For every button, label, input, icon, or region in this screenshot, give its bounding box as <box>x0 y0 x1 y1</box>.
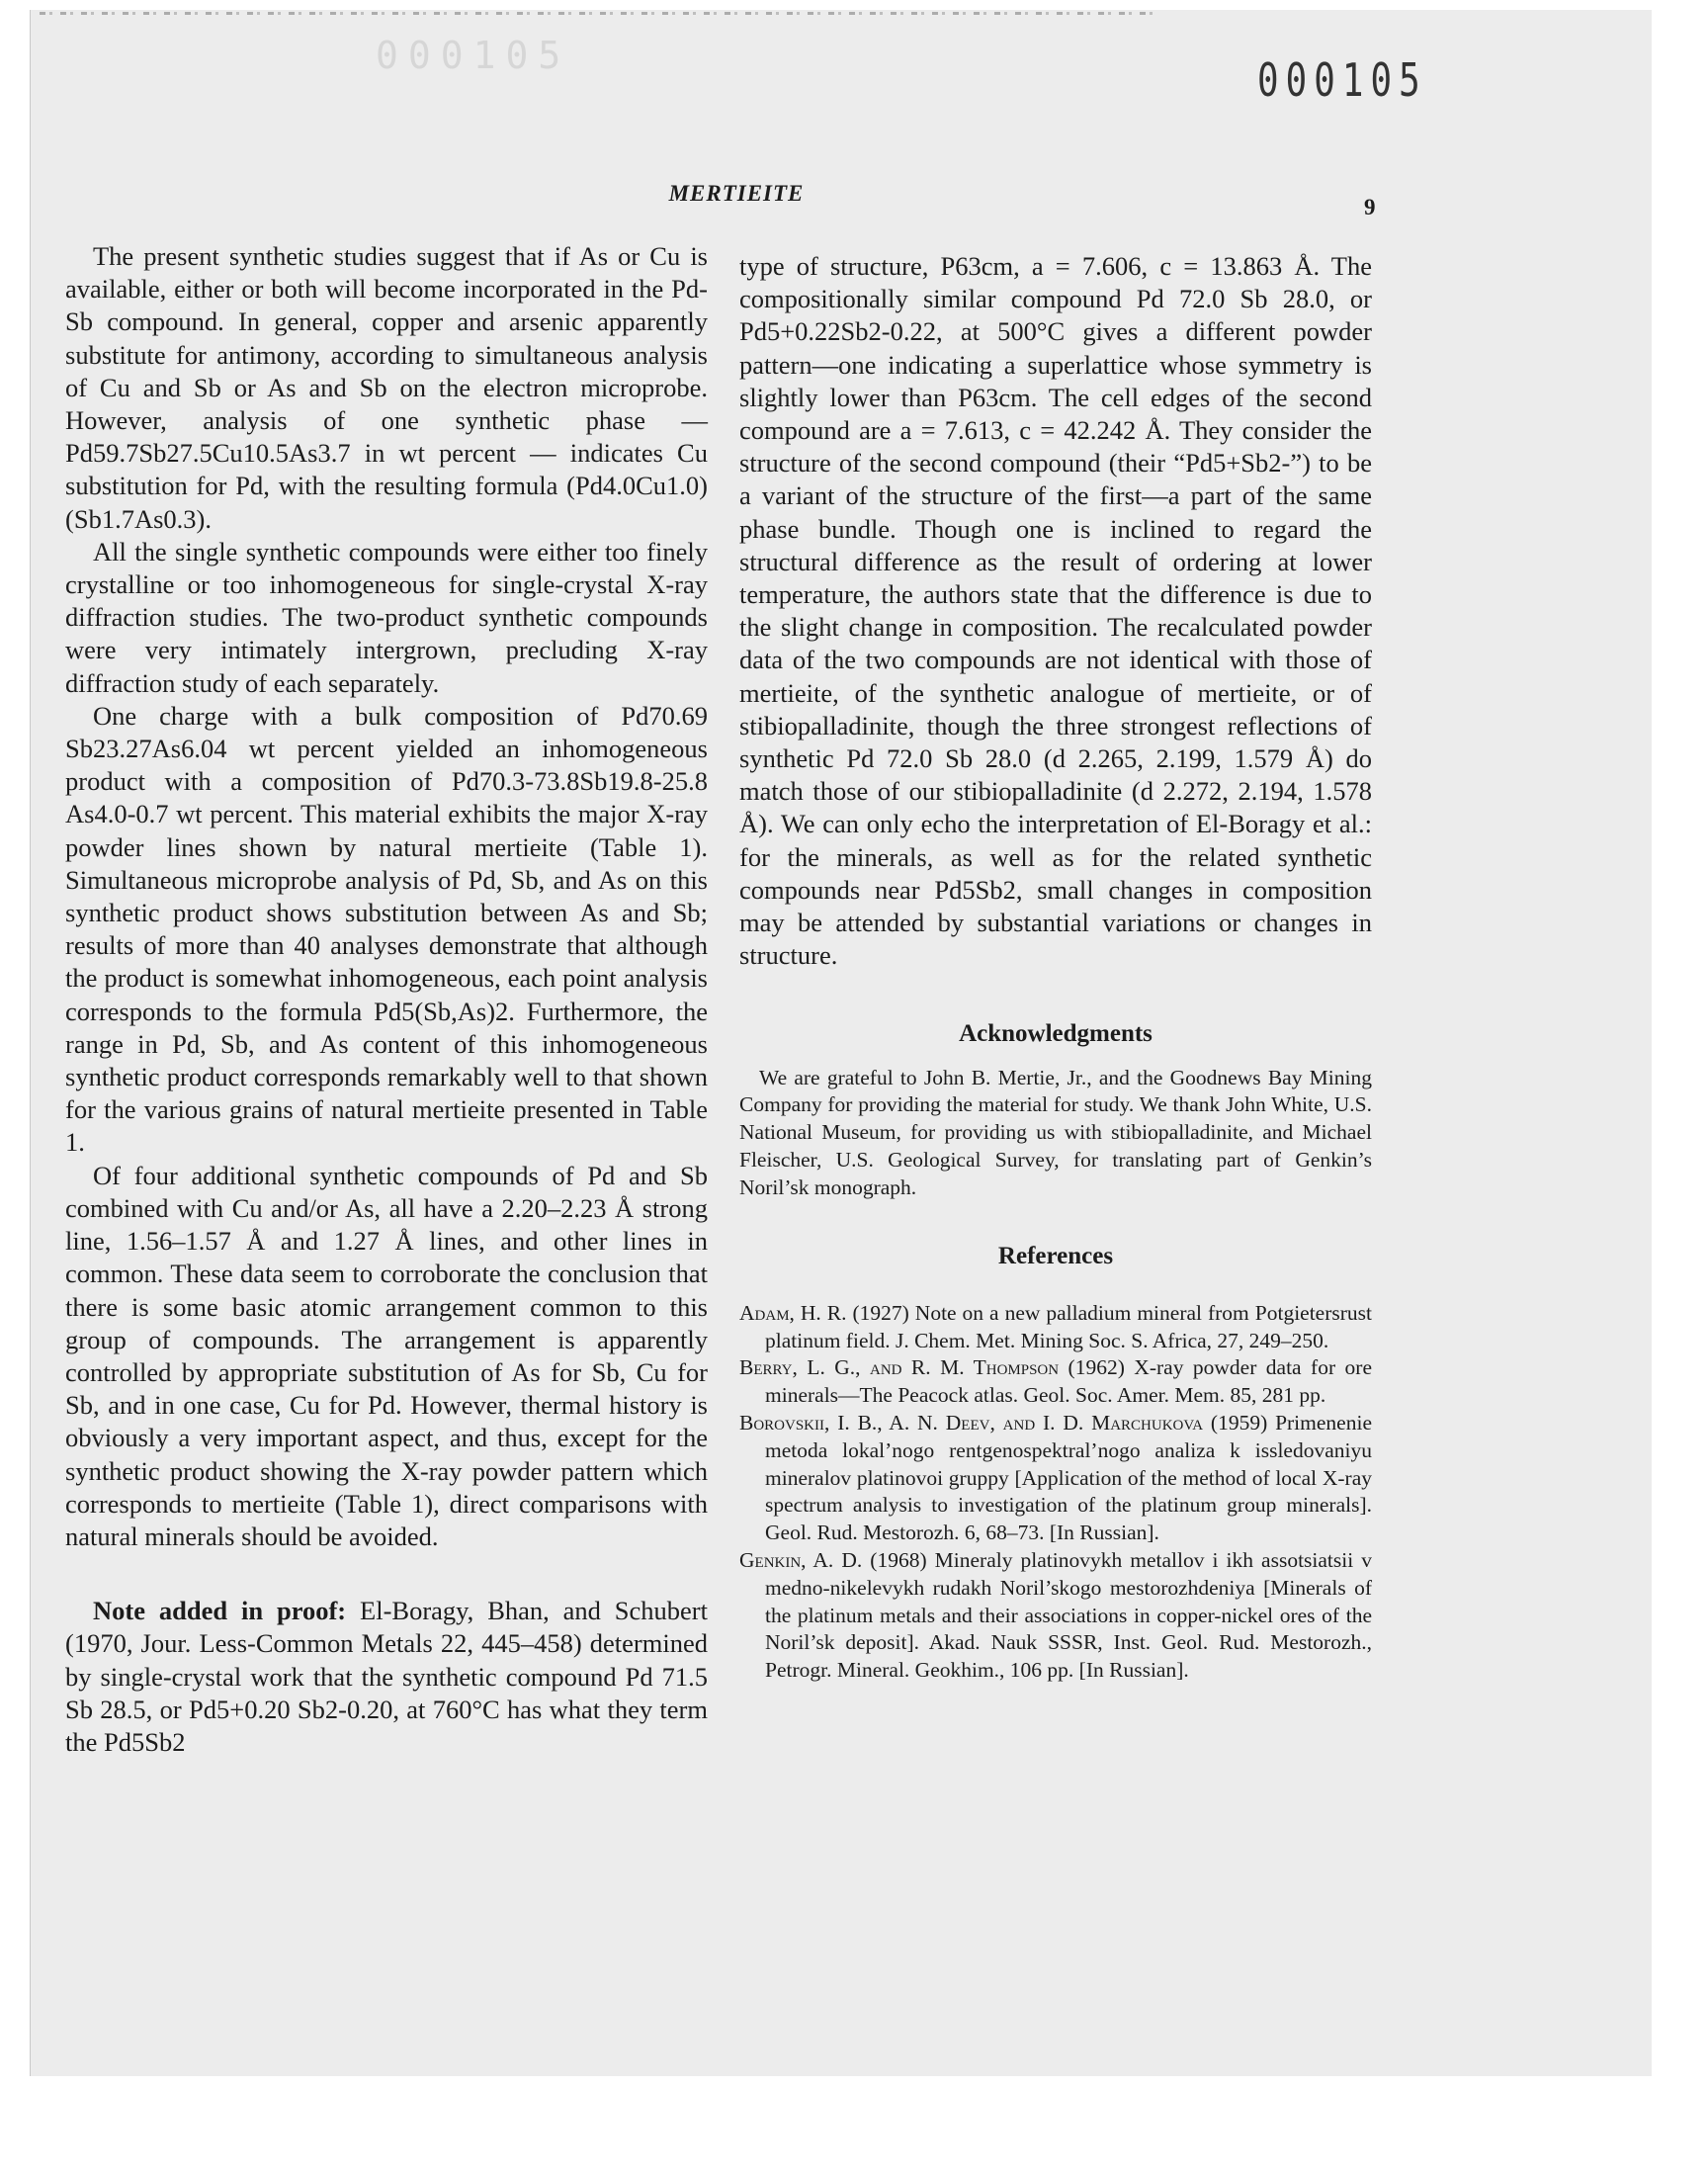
left-column <box>65 240 708 1759</box>
paragraph: All the single synthetic compounds were either too finely crystalline or too inhomogeneous for single-crystal X-ray diffraction studies. The two-product synthetic compounds were very intimately intergrown, precluding X-ray diffraction study of each separately. <box>65 536 708 698</box>
paragraph: The present synthetic studies suggest that if As or Cu is available, either or both will become incorporated in the Pd-Sb compound. In general, copper and arsenic apparently substitute for antimony, according to simultaneous analysis of Cu and Sb or As and Sb on the electron microprobe. However, analysis of one synthetic phase — Pd59.7Sb27.5Cu10.5As3.7 in wt percent — indicates Cu substitution for Pd, with the resulting formula (Pd4.0Cu1.0)(Sb1.7As0.3). <box>65 241 708 534</box>
right-column <box>739 250 1372 1685</box>
reference-text: (1962) X-ray powder data for ore minerals—The Peacock atlas. Geol. Soc. Amer. Mem. 85, 281 pp. <box>765 1355 1372 1408</box>
reference-authors: Borovskii, I. B., A. N. Deev, and I. D. Marchukova <box>739 1411 1204 1436</box>
note-text: El-Boragy, Bhan, and Schubert (1970, Jour. Less-Common Metals 22, 445–458) determined by single-crystal work that the synthetic compound Pd 71.5 Sb 28.5, or Pd5+0.20 Sb2-0.20, at 760°C has what they term the Pd5Sb2 <box>65 1596 708 1757</box>
reference-authors: Berry, L. G., and R. M. Thompson <box>739 1355 1060 1380</box>
reference-item <box>739 1354 1372 1410</box>
reference-list <box>739 1300 1372 1685</box>
reference-text: (1959) Primenenie metoda lokal’nogo rentgenospektral’nogo analiza k issledovaniyu mineralov platinovoi gruppy [Application of the method of local X-ray spectrum analysis to investigation of the platinum group minerals]. Geol. Rud. Mestorozh. 6, 68–73. [In Russian]. <box>765 1411 1372 1545</box>
reference-text: (1927) Note on a new palladium mineral from Potgietersrust platinum field. J. Chem. Met. Mining Soc. S. Africa, 27, 249–250. <box>765 1300 1372 1352</box>
reference-text: (1968) Mineraly platinovykh metallov i ikh assotsiatsii v medno-nikelevykh rudakh Noril’skogo mestorozhdeniya [Minerals of the platinum metals and their associations in copper-nickel ores of the Noril’sk deposit]. Akad. Nauk SSSR, Inst. Geol. Rud. Mestorozh., Petrogr. Mineral. Geokhim., 106 pp. [In Russian]. <box>765 1548 1372 1683</box>
reference-item <box>739 1410 1372 1547</box>
bleed-through-stamp: 000105 <box>376 34 571 77</box>
paragraph: One charge with a bulk composition of Pd70.69 Sb23.27As6.04 wt percent yielded an inhomogeneous product with a composition of Pd70.3-73.8Sb19.8-25.8 As4.0-0.7 wt percent. This material exhibits the major X-ray powder lines shown by natural mertieite (Table 1). Simultaneous microprobe analysis of Pd, Sb, and As on this synthetic product shows substitution between As and Sb; results of more than 40 analyses demonstrate that although the product is somewhat inhomogeneous, each point analysis corresponds to the formula Pd5(Sb,As)2. Furthermore, the range in Pd, Sb, and As content of this inhomogeneous synthetic product corresponds remarkably well to that shown for the various grains of natural mertieite presented in Table 1. <box>65 700 708 1158</box>
reference-authors: Adam, H. R. <box>739 1300 847 1325</box>
note-label: Note added in proof: <box>93 1596 347 1626</box>
acknowledgments-text: We are grateful to John B. Mertie, Jr., and the Goodnews Bay Mining Company for providing the material for study. We thank John White, U.S. National Museum, for providing us with stibiopalladinite, and Michael Fleischer, U.S. Geological Survey, for translating part of Genkin’s Noril’sk monograph. <box>739 1065 1372 1199</box>
page-stamp-number: 000105 <box>1257 53 1427 107</box>
references-heading: References <box>997 1242 1114 1269</box>
page-number: 9 <box>1364 195 1376 219</box>
paragraph-continued: type of structure, P63cm, a = 7.606, c = 13.863 Å. The compositionally similar compound Pd 72.0 Sb 28.0, or Pd5+0.22Sb2-0.22, at 500°C gives a different powder pattern—one indicating a superlattice whose symmetry is slightly lower than P63cm. The cell edges of the second compound are a = 7.613, c = 42.242 Å. They consider the structure of the second compound (their “Pd5+Sb2-”) to be a variant of the structure of the first—a part of the same phase bundle. Though one is inclined to regard the structural difference as the result of ordering at lower temperature, the authors state that the difference is due to the slight change in composition. The recalculated powder data of the two compounds are not identical with those of mertieite, of the synthetic analogue of mertieite, or of stibiopalladinite, though the three strongest reflections of synthetic Pd 72.0 Sb 28.0 (d 2.265, 2.199, 1.579 Å) do match those of our stibiopalladinite (d 2.272, 2.194, 1.578 Å). We can only echo the interpretation of El-Boragy et al.: for the minerals, as well as for the related synthetic compounds near Pd5Sb2, small changes in composition may be attended by substantial variations or changes in structure. <box>739 251 1372 971</box>
scan-edge-artifact <box>40 12 1156 15</box>
reference-authors: Genkin, A. D. <box>739 1548 863 1573</box>
running-head: MERTIEITE <box>668 181 805 206</box>
paragraph: Of four additional synthetic compounds of Pd and Sb combined with Cu and/or As, all have a 2.20–2.23 Å strong line, 1.56–1.57 Å and 1.27 Å lines, and other lines in common. These data seem to corroborate the conclusion that there is some basic atomic arrangement common to this group of compounds. The arrangement is apparently controlled by appropriate substitution of As for Sb, Cu for Sb, and in one case, Cu for Pd. However, thermal history is obviously a very important aspect, and thus, except for the synthetic product showing the X-ray powder pattern which corresponds to mertieite (Table 1), direct comparisons with natural minerals should be avoided. <box>65 1160 708 1551</box>
acknowledgments-heading: Acknowledgments <box>959 1020 1153 1048</box>
reference-item <box>739 1300 1372 1355</box>
reference-item <box>739 1547 1372 1685</box>
note-added-in-proof <box>65 1595 708 1759</box>
